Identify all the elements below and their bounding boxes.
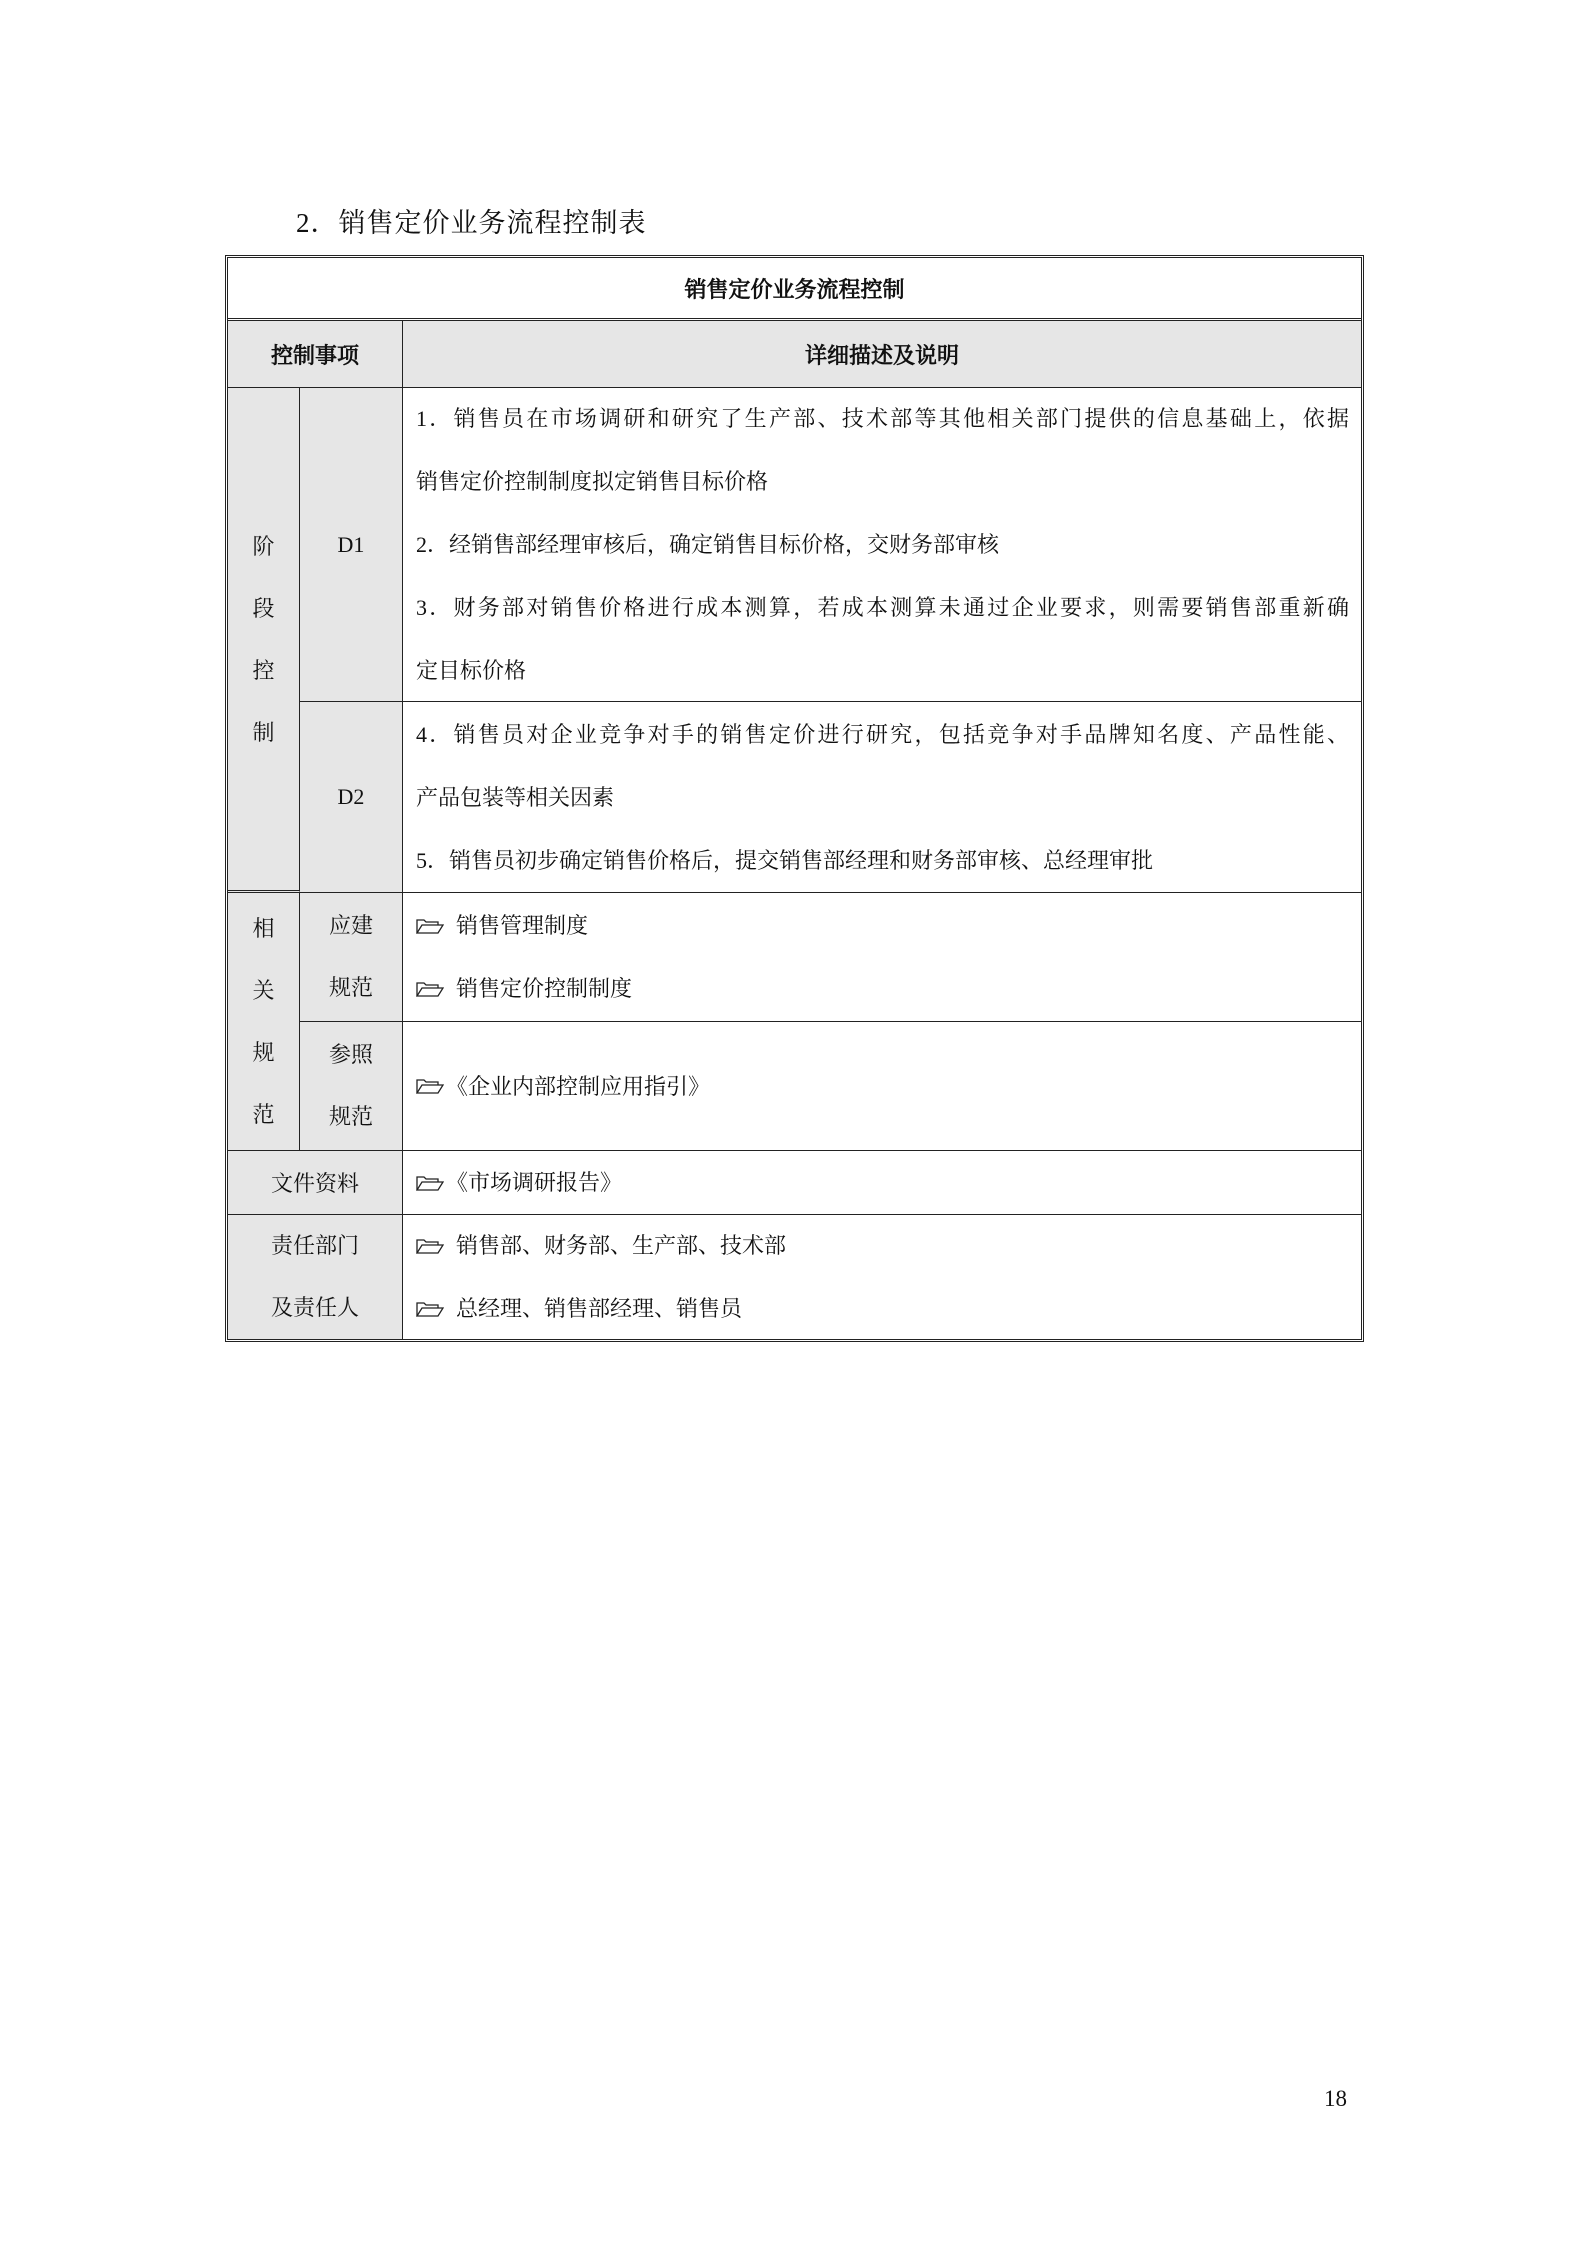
folder-open-icon <box>416 1238 444 1254</box>
stage-d2-code: D2 <box>300 702 403 893</box>
documents-list <box>403 1151 1361 1215</box>
stage-d2-description <box>403 702 1361 893</box>
stage-control-label: 阶 段 控 制 <box>228 388 300 893</box>
folder-open-icon <box>416 981 444 997</box>
should-build-norms-label: 应建 规范 <box>300 893 403 1022</box>
d2-line: 4．销售员对企业竞争对手的销售定价进行研究，包括竞争对手品牌知名度、产品性能、 <box>416 721 1349 747</box>
list-item: 销售定价控制制度 <box>416 957 1349 1020</box>
d1-line: 3．财务部对销售价格进行成本测算，若成本测算未通过企业要求，则需要销售部重新确 <box>416 595 1349 620</box>
list-item: 销售管理制度 <box>416 894 1349 957</box>
d1-line: 1．销售员在市场调研和研究了生产部、技术部等其他相关部门提供的信息基础上，依据 <box>416 406 1349 431</box>
header-description: 详细描述及说明 <box>403 321 1361 388</box>
list-item: 销售部、财务部、生产部、技术部 <box>416 1214 1349 1277</box>
section-heading: 2．销售定价业务流程控制表 <box>296 208 647 238</box>
stage-d1-description <box>403 388 1361 702</box>
list-item: 《市场调研报告》 <box>416 1151 1349 1214</box>
responsibility-list <box>403 1215 1361 1339</box>
d2-line: 5．销售员初步确定销售价格后，提交销售部经理和财务部审核、总经理审批 <box>416 847 1154 873</box>
folder-open-icon <box>416 1175 444 1191</box>
d1-line: 2．经销售部经理审核后，确定销售目标价格，交财务部审核 <box>416 532 1000 557</box>
reference-norms-list <box>403 1022 1361 1151</box>
reference-norms-label: 参照 规范 <box>300 1022 403 1151</box>
d1-line: 销售定价控制制度拟定销售目标价格 <box>416 469 769 494</box>
table-title <box>228 258 1361 321</box>
documents-label: 文件资料 <box>228 1151 403 1215</box>
list-item: 《企业内部控制应用指引》 <box>416 1055 1349 1118</box>
folder-open-icon <box>416 918 444 934</box>
table-title-text: 销售定价业务流程控制 <box>684 276 905 302</box>
folder-open-icon <box>416 1301 444 1317</box>
stage-d1-code: D1 <box>300 388 403 702</box>
list-item: 总经理、销售部经理、销售员 <box>416 1277 1349 1340</box>
should-build-norms-list <box>403 893 1361 1022</box>
responsibility-label: 责任部门 及责任人 <box>228 1215 403 1339</box>
folder-open-icon <box>416 1078 444 1094</box>
page-number: 18 <box>1324 2086 1347 2111</box>
d2-line: 产品包装等相关因素 <box>416 784 615 810</box>
related-norms-label: 相 关 规 范 <box>228 893 300 1151</box>
process-control-table <box>225 255 1364 1342</box>
d1-line: 定目标价格 <box>416 658 527 683</box>
header-control-item: 控制事项 <box>228 321 403 388</box>
